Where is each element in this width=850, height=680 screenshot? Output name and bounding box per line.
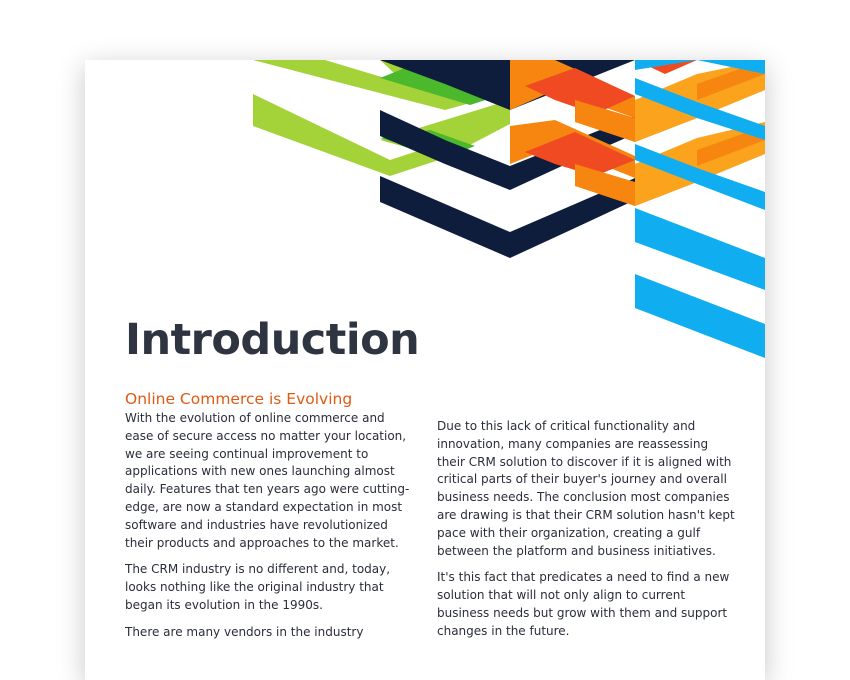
page-title: Introduction (125, 315, 420, 365)
body-paragraph: There are many vendors in the industry (125, 624, 364, 639)
body-paragraph: The CRM industry is no different and, today, looks nothing like the original industry that began its evolution in the 1990s. (125, 562, 391, 612)
body-paragraph: With the evolution of online commerce and ease of secure access no matter your location, we are seeing continual improvement to applications with new ones launching almost daily. Features that ten years ago were cutting-edge, are now a standard expectation in most software and industries have revolutionized their products and approaches to the market. (125, 411, 410, 550)
body-paragraph: Due to this lack of critical functionality and innovation, many companies are reassessing their CRM solution to discover if it is aligned with critical parts of their buyer's journey and overall business needs. The conclusion most companies are drawing is that their CRM solution hasn't kept pace with their organization, creating a gulf between the platform and business initiatives. (437, 419, 735, 558)
right-column (437, 418, 735, 650)
blue-stripe-5 (635, 274, 765, 358)
blue-stripe-4 (635, 208, 765, 290)
body-paragraph: It's this fact that predicates a need to find a new solution that will not only align to current business needs but grow with them and support changes in the future. (437, 570, 730, 638)
document-page (85, 60, 765, 680)
section-subheading: Online Commerce is Evolving (125, 390, 353, 408)
left-column (125, 390, 411, 651)
